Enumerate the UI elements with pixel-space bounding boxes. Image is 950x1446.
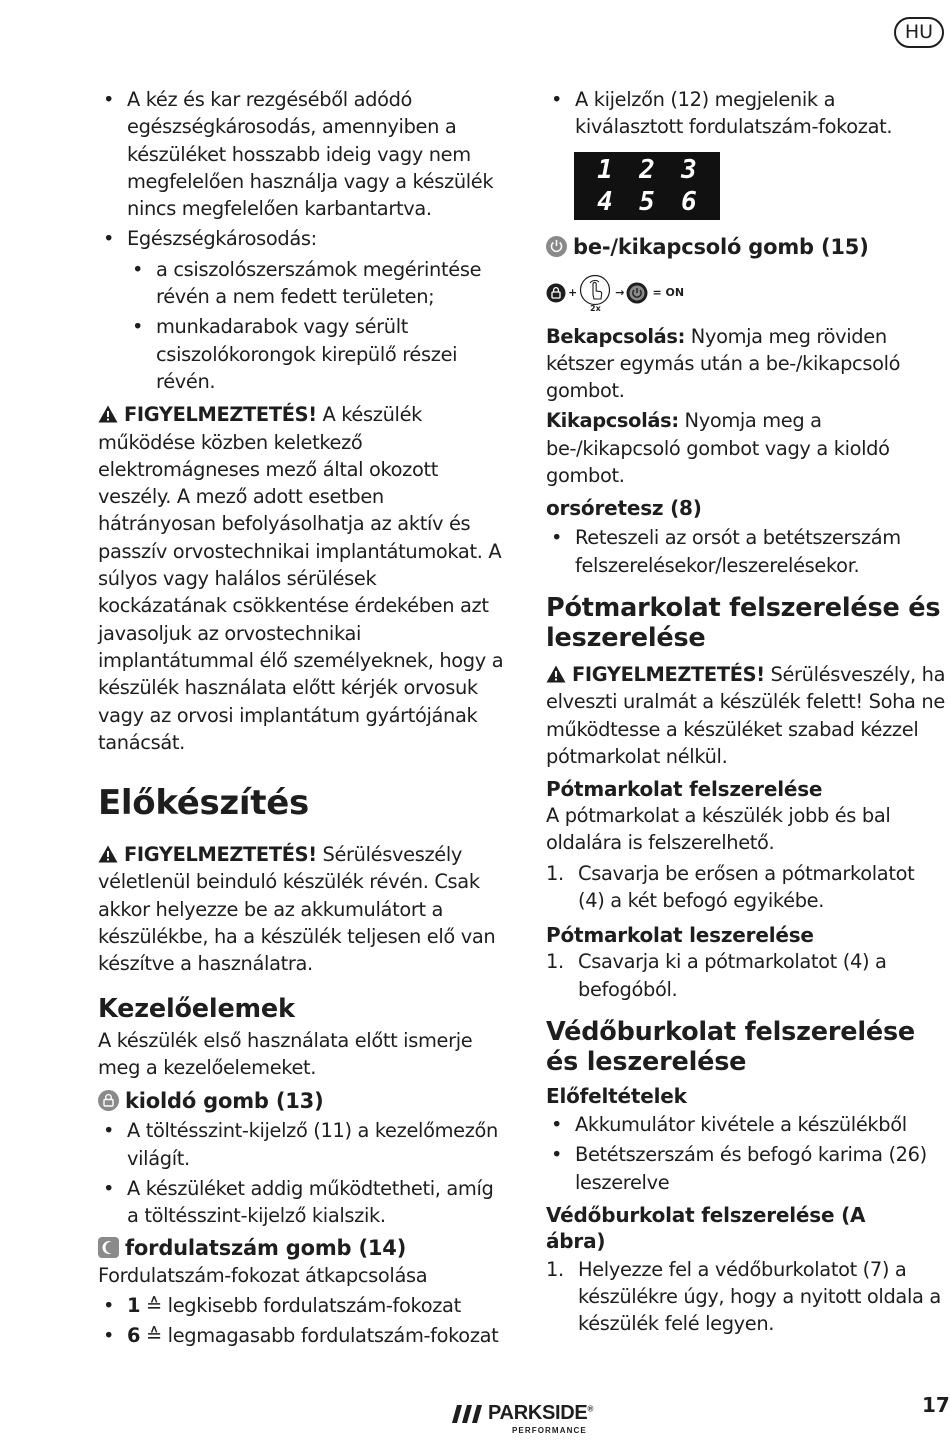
parkside-logo: [452, 1400, 612, 1440]
warning-text: A készülék működése közben keletkező elektromágneses mező által okozott veszély. A mező adott esetben hátrányosan befolyásolhatja az aktív és passzív orvostechnikai implantátumokat. A súlyos vagy halálos sérülések kockázatának csökkentése érdekében azt javasoljuk az orvostechnikai implantátummal élő személyeknek, hogy a készülék használata előtt kérjék orvosuk vagy az orvosi implantátum gyártójának tanácsát.: [98, 403, 504, 754]
warning-text: Sérülésveszély véletlenül beinduló készülék révén. Csak akkor helyezze be az akkumulátort a készülékbe, ha a készülék teljesen elő van készítve a használatra.: [98, 843, 496, 976]
aux-handle-remove-steps: [546, 948, 946, 1003]
list-item: [98, 225, 506, 395]
sub-list-item: • munkadarabok vagy sérült csiszolókorongok kirepülő részei révén.: [127, 313, 506, 395]
display-digit: 6: [681, 186, 697, 217]
heading-text: be-/kikapcsoló gomb (15): [573, 234, 869, 259]
plus-sign: +: [568, 286, 578, 300]
heading-trigger-button: [98, 1087, 506, 1115]
step-number: 1.: [546, 950, 564, 974]
list-item: • A töltésszint-kijelző (11) a kezelőmezőn világít.: [98, 1117, 506, 1172]
display-digit: 1: [597, 154, 613, 185]
section-title-guard: Védőburkolat felszerelése és leszerelése: [546, 1016, 916, 1077]
display-digit: 5: [639, 186, 655, 217]
power-icon: [626, 282, 648, 304]
display-list: [546, 86, 946, 141]
heading-aux-handle-mount: Pótmarkolat felszerelése: [546, 777, 823, 802]
list-item: • A kéz és kar rezgéséből adódó egészségkárosodás, amennyiben a készüléket hosszabb ideig vagy nem megfelelően használja vagy a készülék nincs megfelelően karbantartva.: [98, 86, 506, 222]
warning-label: FIGYELMEZTETÉS!: [124, 843, 317, 867]
on-label: = ON: [652, 286, 685, 300]
switch-on-desc: Nyomja meg röviden kétszer egymás után a be-/kikapcsoló gombot.: [546, 324, 901, 403]
left-column: [98, 86, 506, 1349]
sub-list: [127, 256, 506, 395]
warning-triangle-icon: [546, 665, 566, 683]
display-digit: 3: [681, 154, 697, 185]
warning-emf: [98, 401, 506, 756]
step-text: Csavarja be erősen a pótmarkolatot (4) a két befogó egyikébe.: [578, 861, 915, 913]
step-number: 1.: [546, 861, 564, 885]
switch-off-desc: Nyomja meg a be-/kikapcsoló gombot vagy a kioldó gombot.: [546, 409, 890, 488]
aux-handle-mount-text: A pótmarkolat a készülék jobb és bal oldalára is felszerelhető.: [546, 804, 891, 855]
speed-display-graphic: [574, 152, 720, 220]
list-item-label: Egészségkárosodás:: [127, 227, 317, 251]
speed-intro: Fordulatszám-fokozat átkapcsolása: [98, 1264, 428, 1288]
list-item: • Akkumulátor kivétele a készülékből: [546, 1111, 946, 1138]
hazard-list: [98, 86, 506, 395]
heading-guard-mount: Védőburkolat felszerelése (A ábra): [546, 1202, 866, 1253]
section-title-controls: Kezelőelemek: [98, 993, 295, 1024]
warning-label: FIGYELMEZTETÉS!: [572, 662, 765, 686]
guard-mount-steps: [546, 1256, 946, 1338]
switch-on-text: [546, 323, 946, 405]
heading-spindle-lock: orsóretesz (8): [546, 496, 702, 521]
warning-triangle-icon: [98, 405, 118, 423]
arrow-icon: →: [615, 286, 625, 300]
heading-power-button: [546, 233, 946, 261]
sub-list-item: • a csiszolószerszámok megérintése révén a nem fedett területen;: [127, 256, 506, 311]
power-icon: [546, 236, 567, 257]
list-item: • Reteszeli az orsót a betétszerszám felszerelésekor/leszerelésekor.: [546, 524, 946, 579]
spindle-lock-list: [546, 524, 946, 579]
warning-triangle-icon: [98, 845, 118, 863]
list-item: • A kijelzőn (12) megjelenik a kiválasztott fordulatszám-fokozat.: [546, 86, 946, 141]
list-item: [98, 1322, 506, 1349]
prerequisites-list: [546, 1111, 946, 1196]
section-title-preparation: Előkészítés: [98, 783, 309, 824]
warning-startup: [98, 841, 506, 977]
warning-label: FIGYELMEZTETÉS!: [124, 403, 317, 427]
switch-off-text: [546, 407, 946, 489]
brand-subline: PERFORMANCE: [512, 1426, 587, 1435]
step-text: Csavarja ki a pótmarkolatot (4) a befogóból.: [578, 950, 887, 1001]
controls-intro: A készülék első használata előtt ismerje meg a kezelőelemeket.: [98, 1028, 473, 1079]
step-number: 1.: [546, 1257, 564, 1281]
brand-name: PARKSIDE®: [488, 1402, 594, 1424]
list-item: • Betétszerszám és befogó karima (26) leszerelve: [546, 1141, 946, 1196]
speed-icon: [98, 1237, 119, 1258]
logo-stripes-icon: [452, 1405, 484, 1425]
warning-text: Sérülésveszély, ha elveszti uralmát a készülék felett! Soha ne működtesse a készüléket szabad kézzel pótmarkolat nélkül.: [546, 662, 946, 768]
step-item: [546, 948, 946, 1003]
step-item: [546, 1256, 946, 1338]
lock-icon: [98, 1090, 119, 1111]
heading-text: fordulatszám gomb (14): [125, 1236, 407, 1261]
heading-text: kioldó gomb (13): [125, 1089, 324, 1114]
speed-level-number: 1: [127, 1293, 141, 1317]
list-item: [98, 1292, 506, 1319]
tap-count: 2x: [590, 303, 601, 312]
step-item: [546, 860, 946, 915]
section-title-aux-handle: Pótmarkolat felszerelése és leszerelése: [546, 592, 941, 653]
language-badge: HU: [894, 17, 944, 48]
power-on-sequence: [546, 273, 946, 313]
list-item: • A készüléket addig működtetheti, amíg a töltésszint-kijelző kialszik.: [98, 1175, 506, 1230]
page-number: 17: [922, 1393, 950, 1417]
aux-handle-mount-steps: [546, 860, 946, 915]
step-text: Helyezze fel a védőburkolatot (7) a készülékre úgy, hogy a nyitott oldala a készülék felé legyen.: [578, 1257, 941, 1336]
heading-speed-button: [98, 1234, 506, 1262]
switch-on-label: Bekapcsolás:: [546, 324, 685, 348]
display-digit: 2: [639, 154, 655, 185]
warning-aux-handle: [546, 661, 946, 770]
right-column: [546, 86, 946, 1338]
speed-level-text: ≙ legkisebb fordulatszám-fokozat: [140, 1293, 461, 1317]
speed-level-text: ≙ legmagasabb fordulatszám-fokozat: [140, 1323, 499, 1347]
display-digit: 4: [597, 186, 613, 217]
speed-list: [98, 1292, 506, 1350]
heading-prerequisites: Előfeltételek: [546, 1083, 687, 1108]
double-tap-icon: [579, 274, 613, 312]
speed-level-number: 6: [127, 1323, 141, 1347]
heading-aux-handle-remove: Pótmarkolat leszerelése: [546, 923, 814, 948]
lock-icon: [546, 283, 566, 303]
switch-off-label: Kikapcsolás:: [546, 409, 679, 433]
trigger-list: [98, 1117, 506, 1229]
